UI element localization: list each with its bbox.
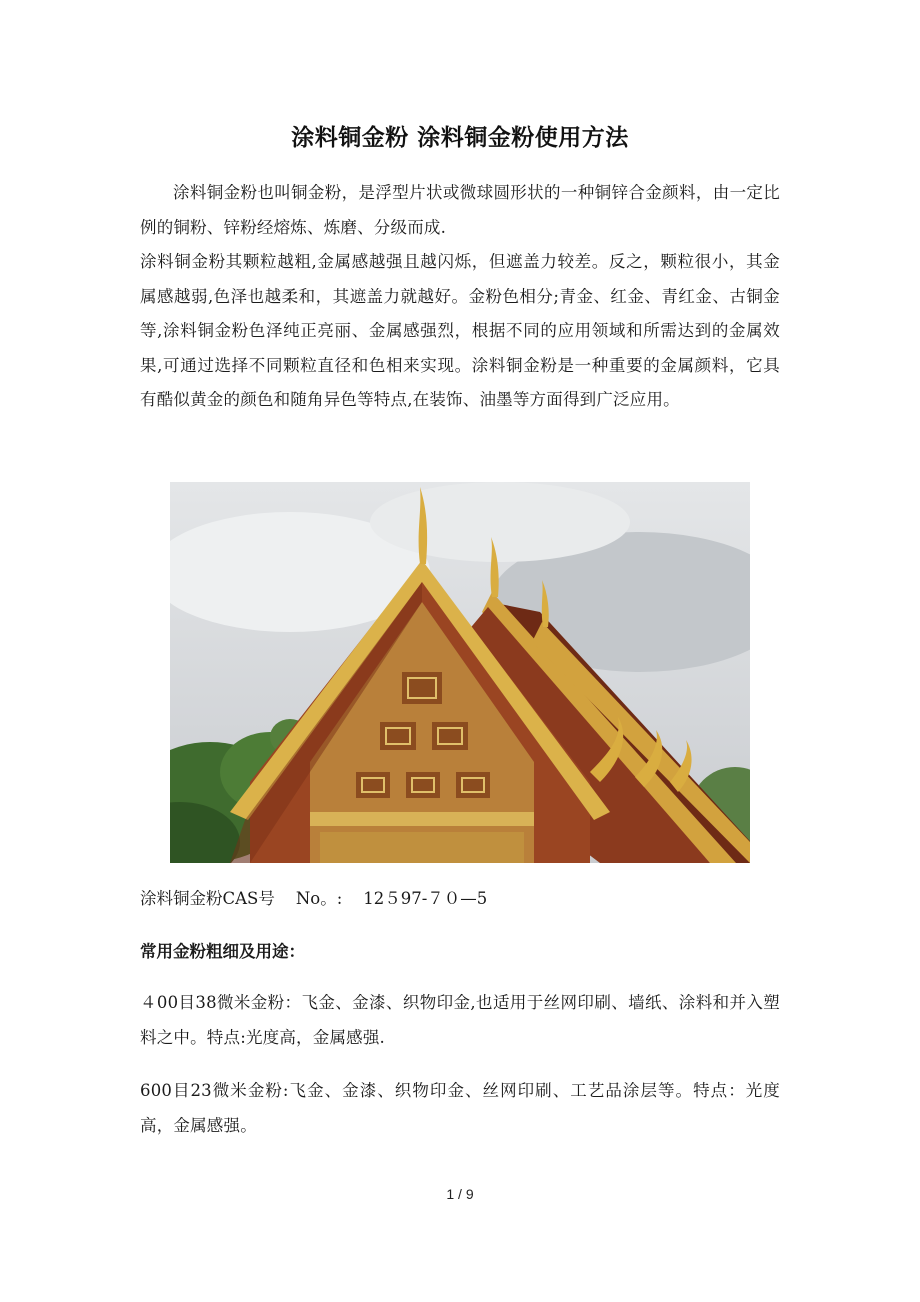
temple-photo — [170, 482, 750, 863]
description-paragraph: 涂料铜金粉其颗粒越粗,金属感越强且越闪烁，但遮盖力较差。反之，颗粒很小，其金属感越弱,色泽也越柔和，其遮盖力就越好。金粉色相分;青金、红金、青红金、古铜金等,涂料铜金粉色泽纯正亮丽、金属感强烈，根据不同的应用领域和所需达到的金属效果,可通过选择不同颗粒直径和色相来实现。涂料铜金粉是一种重要的金属颜料，它具有酷似黄金的颜色和随角异色等特点,在装饰、油墨等方面得到广泛应用。 — [140, 252, 780, 409]
section-heading: 常用金粉粗细及用途： — [140, 942, 305, 961]
temple-roof-illustration — [170, 482, 750, 863]
intro-paragraph: 涂料铜金粉也叫铜金粉，是浮型片状或微球圆形状的一种铜锌合金颜料，由一定比例的铜粉、锌粉经熔炼、炼磨、分级而成. — [140, 183, 780, 237]
page-title: 涂料铜金粉 涂料铜金粉使用方法 — [291, 125, 629, 151]
cas-number-line: 涂料铜金粉CAS号 No。: 12５97-７０—5 — [140, 889, 488, 908]
list-item: 600目23微米金粉:飞金、金漆、织物印金、丝网印刷、工艺品涂层等。特点：光度高，金属感强。 — [140, 1081, 780, 1135]
page-number: 1 / 9 — [446, 1186, 474, 1202]
list-item: ４00目38微米金粉：飞金、金漆、织物印金,也适用于丝网印刷、墙纸、涂料和并入塑料之中。特点:光度高，金属感强. — [140, 993, 780, 1047]
